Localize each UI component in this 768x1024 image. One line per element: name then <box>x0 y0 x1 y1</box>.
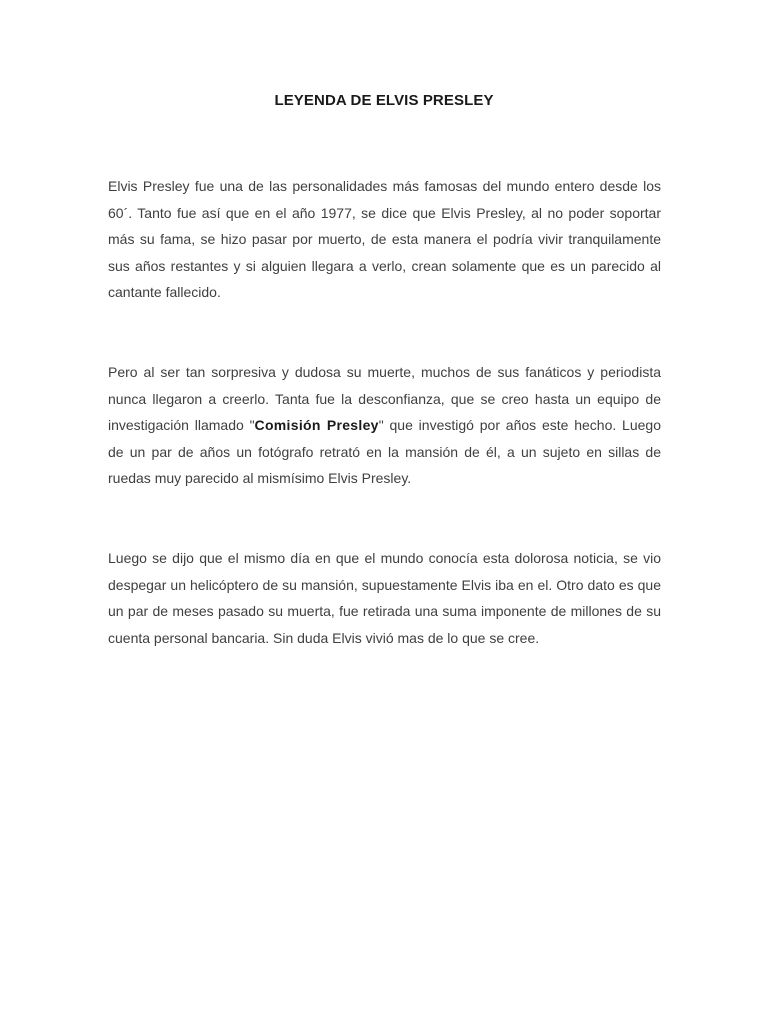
paragraph-2 <box>108 359 661 492</box>
paragraph-1: Elvis Presley fue una de las personalidades más famosas del mundo entero desde los 60´. Tanto fue así que en el año 1977, se dice que Elvis Presley, al no poder soportar más su fama, se hizo pasar por muerto, de esta manera el podría vivir tranquilamente sus años restantes y si alguien llegara a verlo, crean solamente que es un parecido al cantante fallecido. <box>108 178 661 300</box>
paragraph-2-bold-text: Comisión Presley <box>254 417 379 433</box>
paragraph-2-text-after: " que investigó por años este hecho. Luego de un par de años un fotógrafo retrató en la mansión de él, a un sujeto en sillas de ruedas muy parecido al mismísimo Elvis Presley. <box>108 417 661 486</box>
paragraph-2-text-before: Pero al ser tan sorpresiva y dudosa su muerte, muchos de sus fanáticos y periodista nunca llegaron a creerlo. Tanta fue la desconfianza, que se creo hasta un equipo de investigación llamado " <box>108 364 661 433</box>
document-title: LEYENDA DE ELVIS PRESLEY <box>274 92 494 109</box>
paragraph-3: Luego se dijo que el mismo día en que el mundo conocía esta dolorosa noticia, se vio despegar un helicóptero de su mansión, supuestamente Elvis iba en el. Otro dato es que un par de meses pasado su muerta, fue retirada una suma imponente de millones de su cuenta personal bancaria. Sin duda Elvis vivió mas de lo que se cree. <box>108 550 661 646</box>
